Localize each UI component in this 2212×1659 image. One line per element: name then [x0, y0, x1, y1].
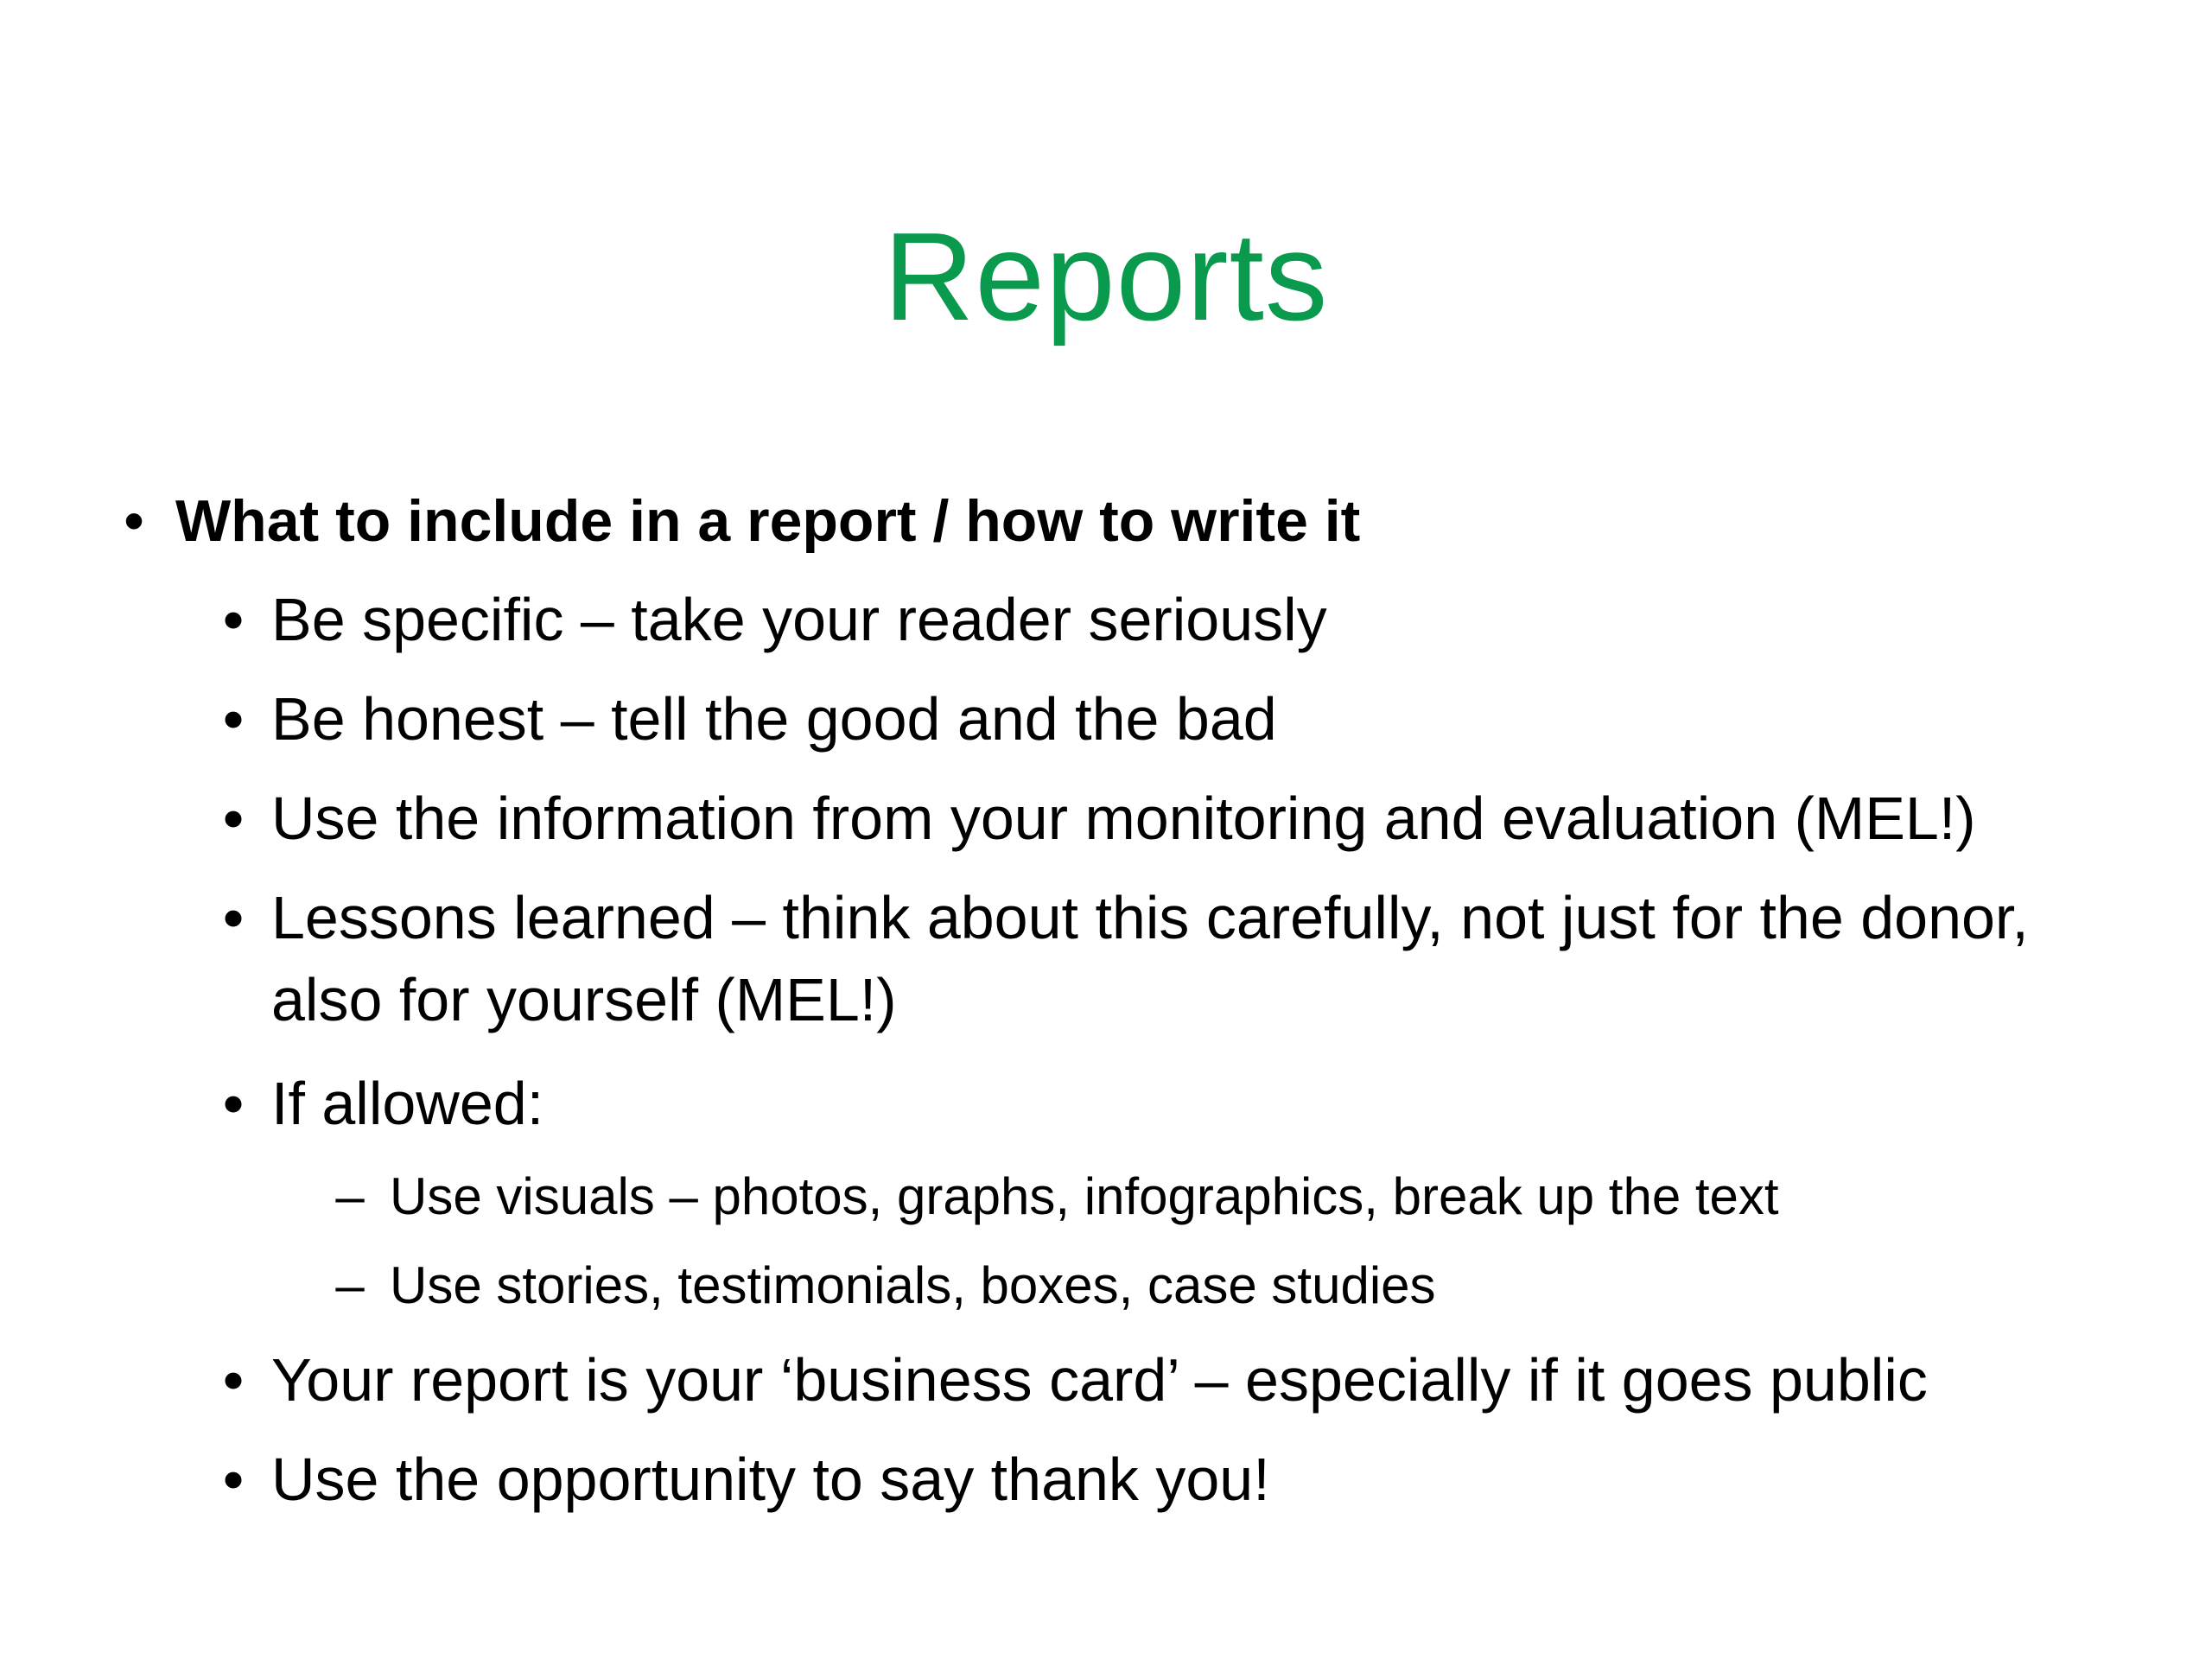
bullet-marker: • [222, 1070, 245, 1137]
bullet-item-text: Lessons learned – think about this carefully, not just for the donor, [271, 884, 2029, 951]
bullet-item-text: Be specific – take your reader seriously [271, 586, 1327, 653]
bullet-item-text: Use the opportunity to say thank you! [271, 1446, 1270, 1513]
bullet-item-text: If allowed: [271, 1070, 544, 1137]
bullet-item-text: Use the information from your monitoring and evaluation (MEL!) [271, 785, 1976, 852]
bullet-item-text: Be honest – tell the good and the bad [271, 685, 1277, 753]
dash-marker: – [335, 1167, 365, 1225]
bullet-marker: • [222, 1346, 245, 1414]
bullet-marker: • [222, 884, 245, 951]
bullet-marker: • [124, 488, 144, 554]
bullet-marker: • [222, 586, 245, 653]
slide-title: Reports [883, 207, 1329, 346]
bullet-marker: • [222, 1446, 245, 1513]
bullet-marker: • [222, 785, 245, 852]
bullet-heading-text: What to include in a report / how to write it [175, 488, 1361, 554]
sub-item-text: Use visuals – photos, graphs, infographics, break up the text [390, 1167, 1779, 1225]
bullet-item-text: Your report is your ‘business card’ – especially if it goes public [271, 1346, 1928, 1414]
dash-marker: – [335, 1256, 365, 1314]
sub-item-text: Use stories, testimonials, boxes, case studies [390, 1256, 1436, 1314]
bullet-item-text: also for yourself (MEL!) [271, 966, 897, 1033]
bullet-marker: • [222, 685, 245, 753]
